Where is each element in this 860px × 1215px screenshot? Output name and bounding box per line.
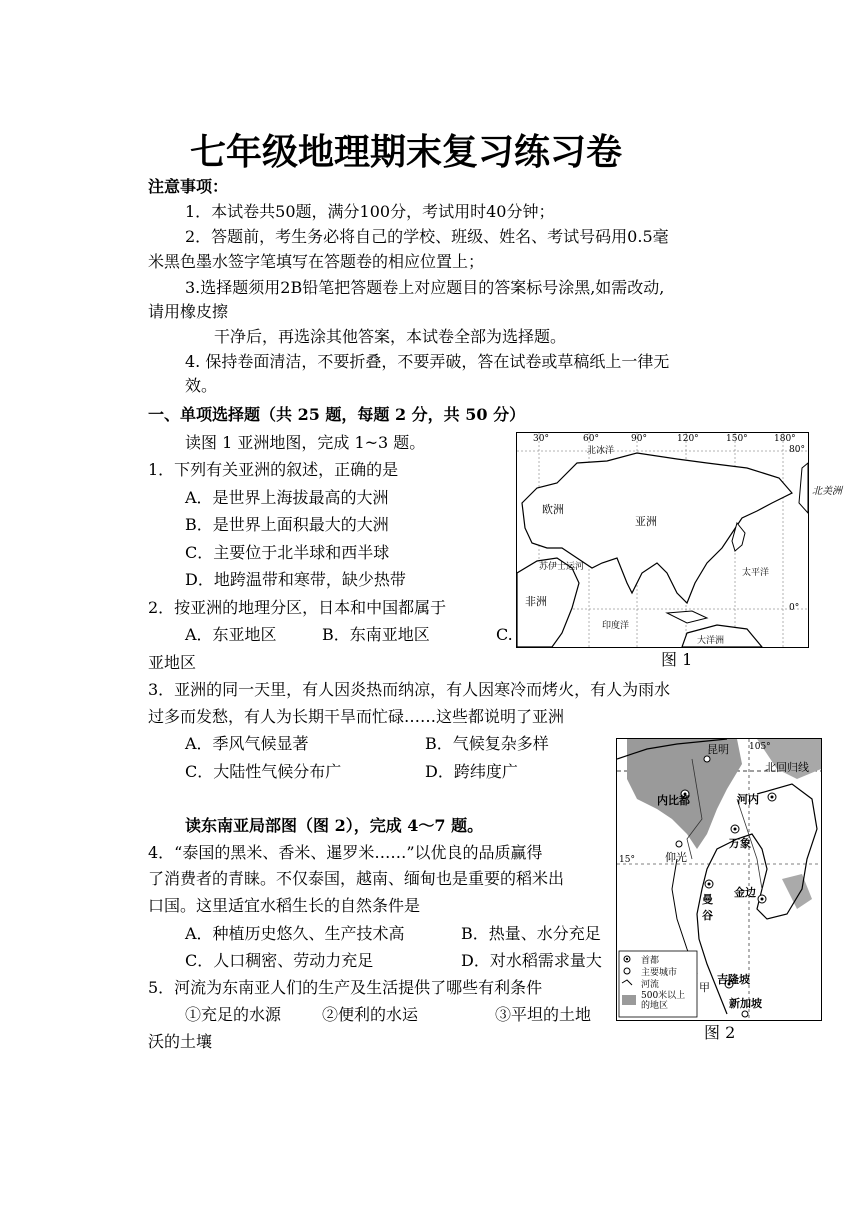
question-3-option-a[interactable]: A．季风气候显著: [185, 734, 309, 753]
question-4-stem-b: 了消费者的青睐。不仅泰国，越南、缅甸也是重要的稻米出: [148, 869, 565, 888]
notice-line-4a: 4. 保持卷面清洁，不要折叠，不要弄破，答在试卷或草稿纸上一律无: [185, 352, 670, 371]
question-3-stem-a: 3．亚洲的同一天里，有人因炎热而纳凉，有人因寒冷而烤火，有人为雨水: [148, 680, 671, 699]
label-jinbian: 金边: [734, 886, 756, 899]
question-1-option-a[interactable]: A．是世界上海拔最高的大洲: [185, 488, 389, 507]
map2-caption: 图 2: [704, 1023, 736, 1042]
map1-lon-60: 60°: [583, 434, 599, 444]
label-beibingyang: 北冰洋: [587, 446, 615, 456]
question-5-option-3[interactable]: ③平坦的土地: [495, 1005, 592, 1024]
question-3-option-d[interactable]: D．跨纬度广: [425, 762, 518, 781]
label-henei: 河内: [737, 793, 759, 806]
label-yangguang: 仰光: [665, 851, 687, 864]
intro-map2: 读东南亚局部图（图 2），完成 4～7 题。: [185, 816, 484, 835]
question-3-option-c[interactable]: C．大陆性气候分布广: [185, 762, 342, 781]
legend-city: 主要城市: [641, 968, 678, 978]
map1-lon-180: 180°: [774, 434, 796, 444]
label-kunming: 昆明: [707, 743, 729, 756]
question-1-option-b[interactable]: B．是世界上面积最大的大洲: [185, 515, 389, 534]
map1-caption: 图 1: [661, 650, 693, 669]
label-lat15: 15°: [619, 855, 635, 865]
label-taipingyang: 太平洋: [742, 568, 770, 578]
label-jilongpo: 吉隆坡: [717, 973, 750, 986]
label-mangu: 曼谷: [702, 893, 713, 922]
question-2-option-b[interactable]: B．东南亚地区: [322, 625, 430, 644]
question-5-wrap: 沃的土壤: [148, 1032, 213, 1051]
notice-line-4b: 效。: [185, 376, 218, 395]
question-5-stem: 5．河流为东南亚人们的生产及生活提供了哪些有利条件: [148, 978, 543, 997]
label-yinduyang: 印度洋: [602, 621, 630, 631]
map1-lat-80: 80°: [789, 445, 805, 455]
label-jia: 甲: [699, 981, 710, 994]
question-5-option-2[interactable]: ②便利的水运: [322, 1005, 419, 1024]
question-2-option-c[interactable]: C.: [496, 625, 513, 644]
notice-heading: 注意事项：: [148, 177, 229, 196]
label-feizhou: 非洲: [525, 595, 547, 608]
question-5-option-1[interactable]: ①充足的水源: [185, 1005, 282, 1024]
question-4-option-d[interactable]: D．对水稻需求量大: [461, 951, 602, 970]
question-3-option-b[interactable]: B．气候复杂多样: [425, 734, 549, 753]
question-4-stem-c: 口国。这里适宜水稻生长的自然条件是: [148, 896, 421, 915]
question-4-option-a[interactable]: A．种植历史悠久、生产技术高: [185, 924, 405, 943]
legend-capital: 首都: [641, 956, 660, 966]
question-3-stem-b: 过多而发愁，有人为长期干旱而忙碌……这些都说明了亚洲: [148, 707, 565, 726]
label-xinjiapo: 新加坡: [729, 997, 762, 1010]
section-heading: 一、单项选择题（共 25 题，每题 2 分，共 50 分）: [148, 405, 526, 424]
label-suyiyunhe: 苏伊士运河: [539, 562, 585, 572]
notice-line-3a: 3.选择题须用2B铅笔把答题卷上对应题目的答案标号涂黑,如需改动,: [185, 278, 665, 297]
legend-river: 河流: [641, 980, 660, 990]
notice-line-2a: 2．答题前，考生务必将自己的学校、班级、姓名、考试号码用0.5毫: [185, 227, 669, 246]
label-yazhou: 亚洲: [635, 515, 657, 528]
legend-highland: 500米以上的地区: [641, 991, 686, 1011]
asia-map: [516, 432, 809, 648]
question-4-stem-a: 4．“泰国的黑米、香米、暹罗米……”以优良的品质赢得: [148, 843, 543, 862]
question-1-option-c[interactable]: C．主要位于北半球和西半球: [185, 543, 390, 562]
question-2-option-a[interactable]: A．东亚地区: [185, 625, 277, 644]
page-title: 七年级地理期末复习练习卷: [190, 132, 623, 173]
question-1-option-d[interactable]: D．地跨温带和寒带，缺少热带: [185, 570, 406, 589]
label-beimeizhou: 北美洲: [812, 486, 842, 497]
notice-line-1: 1．本试卷共50题，满分100分，考试用时40分钟；: [185, 202, 555, 221]
notice-line-3c: 干净后，再选涂其他答案，本试卷全部为选择题。: [214, 327, 567, 346]
question-1-stem: 1．下列有关亚洲的叙述，正确的是: [148, 460, 399, 479]
map1-lon-90: 90°: [631, 434, 647, 444]
map1-lon-120: 120°: [677, 434, 699, 444]
label-beihuixian: 北回归线: [765, 761, 809, 774]
question-4-option-c[interactable]: C．人口稠密、劳动力充足: [185, 951, 374, 970]
notice-line-2b: 米黑色墨水签字笔填写在答题卷的相应位置上；: [148, 252, 485, 271]
map1-lon-150: 150°: [726, 434, 748, 444]
label-ouzhou: 欧洲: [542, 503, 564, 516]
intro-map1: 读图 1 亚洲地图，完成 1~3 题。: [185, 433, 426, 452]
notice-line-3b: 请用橡皮擦: [148, 302, 229, 321]
label-lon105: 105°: [749, 742, 771, 752]
question-4-option-b[interactable]: B．热量、水分充足: [461, 924, 601, 943]
map1-lat-0: 0°: [789, 603, 800, 613]
label-dayangzhou: 大洋洲: [697, 636, 725, 646]
asia-map-drawing: [517, 433, 808, 647]
label-wanxiang: 万象: [729, 837, 751, 850]
label-neibidu: 内比都: [657, 794, 690, 807]
question-2-option-c-wrap: 亚地区: [148, 653, 197, 672]
southeast-asia-map: [616, 738, 822, 1021]
question-2-stem: 2．按亚洲的地理分区，日本和中国都属于: [148, 598, 447, 617]
map1-lon-30: 30°: [533, 434, 549, 444]
